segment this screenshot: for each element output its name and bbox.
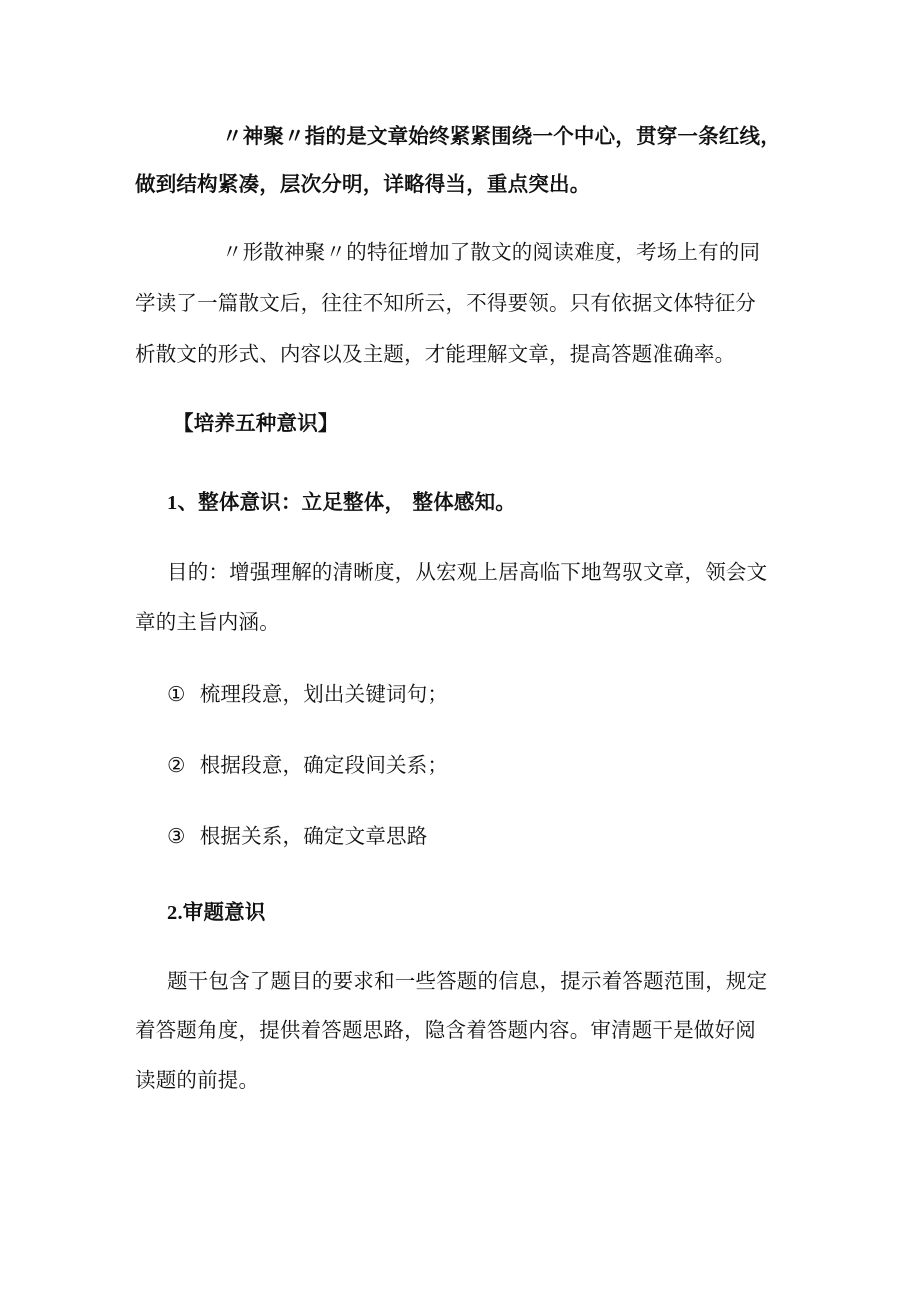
step-item-2 <box>167 751 448 779</box>
step-marker-2: ② <box>167 753 186 777</box>
paragraph2-line3: 析散文的形式、内容以及主题，才能理解文章，提高答题准确率。 <box>135 342 736 366</box>
paragraph3-line2: 着答题角度，提供着答题思路，隐含着答题内容。审清题干是做好阅 <box>135 1018 756 1042</box>
item1-number: 1 <box>167 492 178 514</box>
step-text-3: 根据关系，确定文章思路 <box>199 824 428 848</box>
item2-number: 2. <box>167 902 183 924</box>
item2-heading <box>167 898 266 927</box>
step-marker-3: ③ <box>167 824 186 848</box>
paragraph1-line1: 〃神聚〃指的是文章始终紧紧围绕一个中心，贯穿一条红线， <box>222 124 781 148</box>
step-marker-1: ① <box>167 682 186 706</box>
item1-heading <box>167 488 516 517</box>
purpose-line2: 章的主旨内涵。 <box>135 610 280 634</box>
step-item-1 <box>167 680 448 708</box>
paragraph2-line2: 学读了一篇散文后，往往不知所云，不得要领。只有依据文体特征分 <box>135 291 756 315</box>
step-text-1: 梳理段意，划出关键词句； <box>199 682 449 706</box>
paragraph3-line3: 读题的前提。 <box>135 1068 260 1092</box>
paragraph2-line1: 〃形散神聚〃的特征增加了散文的阅读难度，考场上有的同 <box>222 240 761 264</box>
item1-title: 、整体意识：立足整体， 整体感知。 <box>177 490 516 514</box>
step-text-2: 根据段意，确定段间关系； <box>199 753 449 777</box>
purpose-line1: 目的：增强理解的清晰度，从宏观上居高临下地驾驭文章，领会文 <box>167 560 768 584</box>
paragraph1-line2: 做到结构紧凑，层次分明，详略得当，重点突出。 <box>135 172 591 196</box>
item2-title: 审题意识 <box>182 900 266 924</box>
step-item-3 <box>167 822 427 850</box>
paragraph3-line1: 题干包含了题目的要求和一些答题的信息，提示着答题范围，规定 <box>167 969 768 993</box>
section-heading: 【培养五种意识】 <box>173 411 339 435</box>
